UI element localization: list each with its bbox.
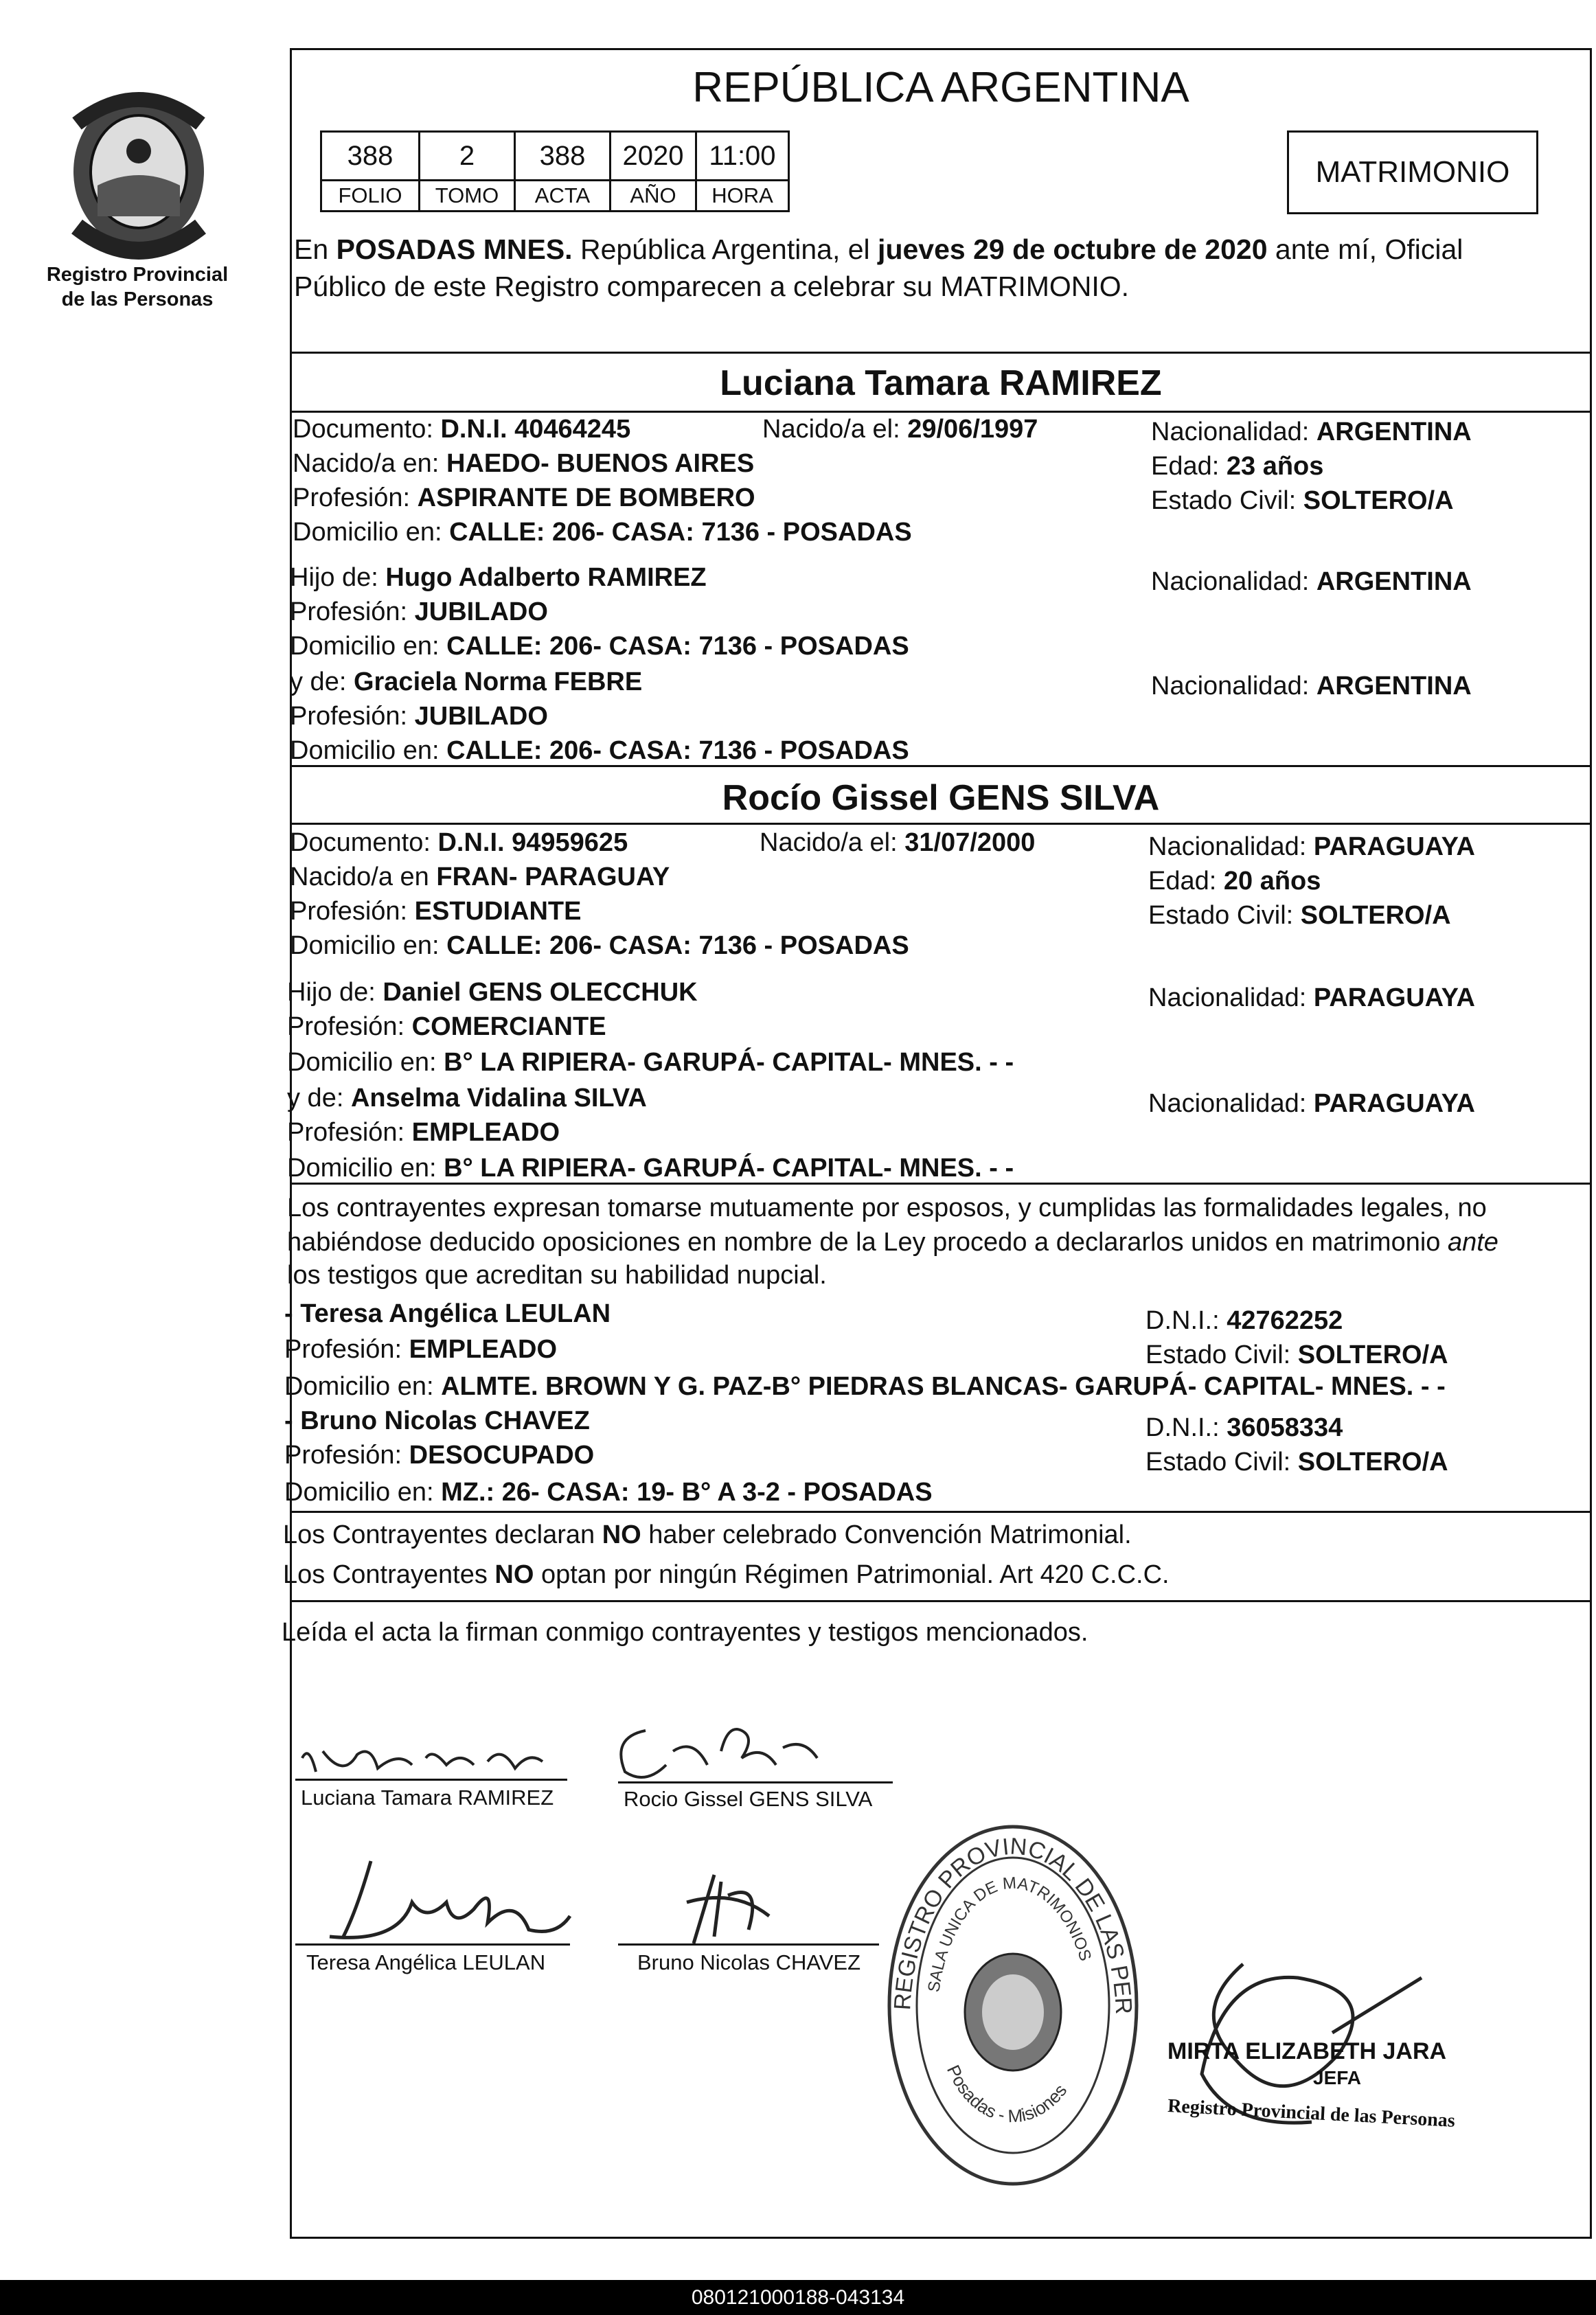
declaration-line3: los testigos que acreditan su habilidad nupcial. xyxy=(287,1261,827,1290)
intro-place: POSADAS MNES. xyxy=(336,233,573,265)
intro-date: jueves 29 de octubre de 2020 xyxy=(878,233,1268,265)
spouse1-profesion: Profesión: ASPIRANTE DE BOMBERO xyxy=(293,483,755,512)
hora-value: 11:00 xyxy=(696,132,789,181)
spouse2-mother-domicilio: Domicilio en: B° LA RIPIERA- GARUPÁ- CAPITAL- MNES. - - xyxy=(287,1154,1014,1183)
province-coat-of-arms-logo xyxy=(56,82,221,268)
witness1-domicilio: Domicilio en: ALMTE. BROWN Y G. PAZ-B° PIEDRAS BLANCAS- GARUPÁ- CAPITAL- MNES. - - xyxy=(284,1372,1446,1401)
spouse2-domicilio: Domicilio en: CALLE: 206- CASA: 7136 - POSADAS xyxy=(290,931,909,960)
intro-paragraph xyxy=(294,231,1585,305)
official-name: MIRTA ELIZABETH JARA xyxy=(1167,2038,1447,2064)
spouse1-mother-nacionalidad: Nacionalidad: ARGENTINA xyxy=(1151,672,1472,700)
spouse2-mother-profesion: Profesión: EMPLEADO xyxy=(287,1118,560,1147)
spouse2-father-nacionalidad: Nacionalidad: PARAGUAYA xyxy=(1148,983,1475,1012)
spouse2-profesion: Profesión: ESTUDIANTE xyxy=(290,897,582,926)
signature-line xyxy=(295,1779,567,1781)
spouse1-nacido-el: Nacido/a el: 29/06/1997 xyxy=(762,415,1038,444)
divider xyxy=(290,352,1592,354)
witness1-profesion: Profesión: EMPLEADO xyxy=(284,1335,558,1364)
logo-caption xyxy=(27,262,247,312)
document-title: REPÚBLICA ARGENTINA xyxy=(692,64,1189,111)
divider xyxy=(290,1600,1592,1602)
witness2-name: - Bruno Nicolas CHAVEZ xyxy=(284,1406,590,1435)
witness2-profesion: Profesión: DESOCUPADO xyxy=(284,1441,595,1470)
signature-caption-3: Teresa Angélica LEULAN xyxy=(306,1950,546,1974)
spouse1-documento: Documento: D.N.I. 40464245 xyxy=(293,415,631,444)
spouse2-nacido-el: Nacido/a el: 31/07/2000 xyxy=(760,828,1036,857)
reference-table xyxy=(320,130,790,212)
intro-en: En xyxy=(294,233,329,265)
svg-text:SALA UNICA DE MATRIMONIOS: SALA UNICA DE MATRIMONIOS xyxy=(924,1873,1095,1994)
signature-line xyxy=(295,1943,570,1946)
declaration-line2: habiéndose deducido oposiciones en nombre de la Ley procedo a declararlos unidos en matrimonio ante xyxy=(287,1228,1498,1257)
signature-teresa xyxy=(316,1854,577,1950)
svg-text:REGISTRO PROVINCIAL DE LAS PER: REGISTRO PROVINCIAL DE LAS PERSONAS xyxy=(873,1792,1137,2015)
spouse2-father-profesion: Profesión: COMERCIANTE xyxy=(287,1012,606,1041)
witness1-estado-civil: Estado Civil: SOLTERO/A xyxy=(1145,1341,1448,1369)
spouse2-father: Hijo de: Daniel GENS OLECCHUK xyxy=(287,978,698,1007)
signature-rocio xyxy=(604,1710,852,1792)
acta-label: ACTA xyxy=(515,181,611,212)
signature-caption-1: Luciana Tamara RAMIREZ xyxy=(301,1786,554,1810)
intro-mid: República Argentina, el xyxy=(580,233,870,265)
witness1-dni: D.N.I.: 42762252 xyxy=(1145,1306,1343,1335)
witness1-name: - Teresa Angélica LEULAN xyxy=(284,1299,611,1328)
spouse1-father: Hijo de: Hugo Adalberto RAMIREZ xyxy=(290,563,707,592)
document-barcode-footer: 080121000188-043134 xyxy=(0,2280,1596,2315)
intro-line2: Público de este Registro comparecen a celebrar su MATRIMONIO. xyxy=(294,271,1130,302)
spouse1-estado-civil: Estado Civil: SOLTERO/A xyxy=(1151,486,1454,515)
spouse2-estado-civil: Estado Civil: SOLTERO/A xyxy=(1148,901,1451,930)
spouse1-mother: y de: Graciela Norma FEBRE xyxy=(290,668,643,696)
spouse1-father-domicilio: Domicilio en: CALLE: 206- CASA: 7136 - POSADAS xyxy=(290,632,909,661)
divider xyxy=(290,1511,1592,1513)
tomo-value: 2 xyxy=(420,132,515,181)
logo-caption-line2: de las Personas xyxy=(61,288,214,310)
spouse1-father-profesion: Profesión: JUBILADO xyxy=(290,597,548,626)
divider xyxy=(290,823,1592,825)
spouse2-edad: Edad: 20 años xyxy=(1148,867,1321,896)
regime-line: Los Contrayentes NO optan por ningún Régimen Patrimonial. Art 420 C.C.C. xyxy=(283,1560,1170,1589)
folio-label: FOLIO xyxy=(321,181,420,212)
spouse2-documento: Documento: D.N.I. 94959625 xyxy=(290,828,628,857)
spouse1-edad: Edad: 23 años xyxy=(1151,452,1324,481)
spouse2-name: Rocío Gissel GENS SILVA xyxy=(722,778,1160,818)
witness2-dni: D.N.I.: 36058334 xyxy=(1145,1413,1343,1442)
tomo-label: TOMO xyxy=(420,181,515,212)
signature-line xyxy=(618,1943,879,1946)
intro-tail: ante mí, Oficial xyxy=(1275,233,1463,265)
official-seal-stamp xyxy=(873,1792,1143,2184)
signature-bruno xyxy=(673,1868,783,1950)
spouse1-domicilio: Domicilio en: CALLE: 206- CASA: 7136 - POSADAS xyxy=(293,518,912,547)
spouse1-father-nacionalidad: Nacionalidad: ARGENTINA xyxy=(1151,567,1472,596)
spouse2-nacido-en: Nacido/a en FRAN- PARAGUAY xyxy=(290,863,670,891)
spouse2-mother: y de: Anselma Vidalina SILVA xyxy=(287,1084,647,1113)
spouse1-nacido-en: Nacido/a en: HAEDO- BUENOS AIRES xyxy=(293,449,755,478)
logo-caption-line1: Registro Provincial xyxy=(46,264,229,286)
acta-value: 388 xyxy=(515,132,611,181)
svg-text:Posadas - Misiones: Posadas - Misiones xyxy=(942,2062,1071,2127)
folio-value: 388 xyxy=(321,132,420,181)
hora-label: HORA xyxy=(696,181,789,212)
signature-caption-2: Rocio Gissel GENS SILVA xyxy=(624,1787,873,1811)
anio-label: AÑO xyxy=(611,181,696,212)
spouse1-nacionalidad: Nacionalidad: ARGENTINA xyxy=(1151,418,1472,446)
signature-caption-4: Bruno Nicolas CHAVEZ xyxy=(637,1950,861,1974)
anio-value: 2020 xyxy=(611,132,696,181)
spouse1-mother-profesion: Profesión: JUBILADO xyxy=(290,702,548,731)
witness2-domicilio: Domicilio en: MZ.: 26- CASA: 19- B° A 3-2 - POSADAS xyxy=(284,1478,933,1507)
divider xyxy=(290,411,1592,413)
signature-line xyxy=(618,1781,893,1783)
document-type-box: MATRIMONIO xyxy=(1287,130,1538,214)
official-role: JEFA xyxy=(1313,2067,1362,2088)
official-office: Registro Provincial de las Personas xyxy=(1167,2095,1456,2132)
spouse2-mother-nacionalidad: Nacionalidad: PARAGUAYA xyxy=(1148,1089,1475,1118)
signing-text: Leída el acta la firman conmigo contrayentes y testigos mencionados. xyxy=(282,1618,1088,1647)
spouse1-mother-domicilio: Domicilio en: CALLE: 206- CASA: 7136 - POSADAS xyxy=(290,736,909,765)
witness2-estado-civil: Estado Civil: SOLTERO/A xyxy=(1145,1448,1448,1476)
declaration-line1: Los contrayentes expresan tomarse mutuamente por esposos, y cumplidas las formalidades legales, no xyxy=(287,1194,1487,1222)
spouse2-nacionalidad: Nacionalidad: PARAGUAYA xyxy=(1148,832,1475,861)
spouse1-name: Luciana Tamara RAMIREZ xyxy=(720,363,1162,403)
spouse2-father-domicilio: Domicilio en: B° LA RIPIERA- GARUPÁ- CAPITAL- MNES. - - xyxy=(287,1048,1014,1077)
convention-line: Los Contrayentes declaran NO haber celebrado Convención Matrimonial. xyxy=(283,1520,1132,1549)
